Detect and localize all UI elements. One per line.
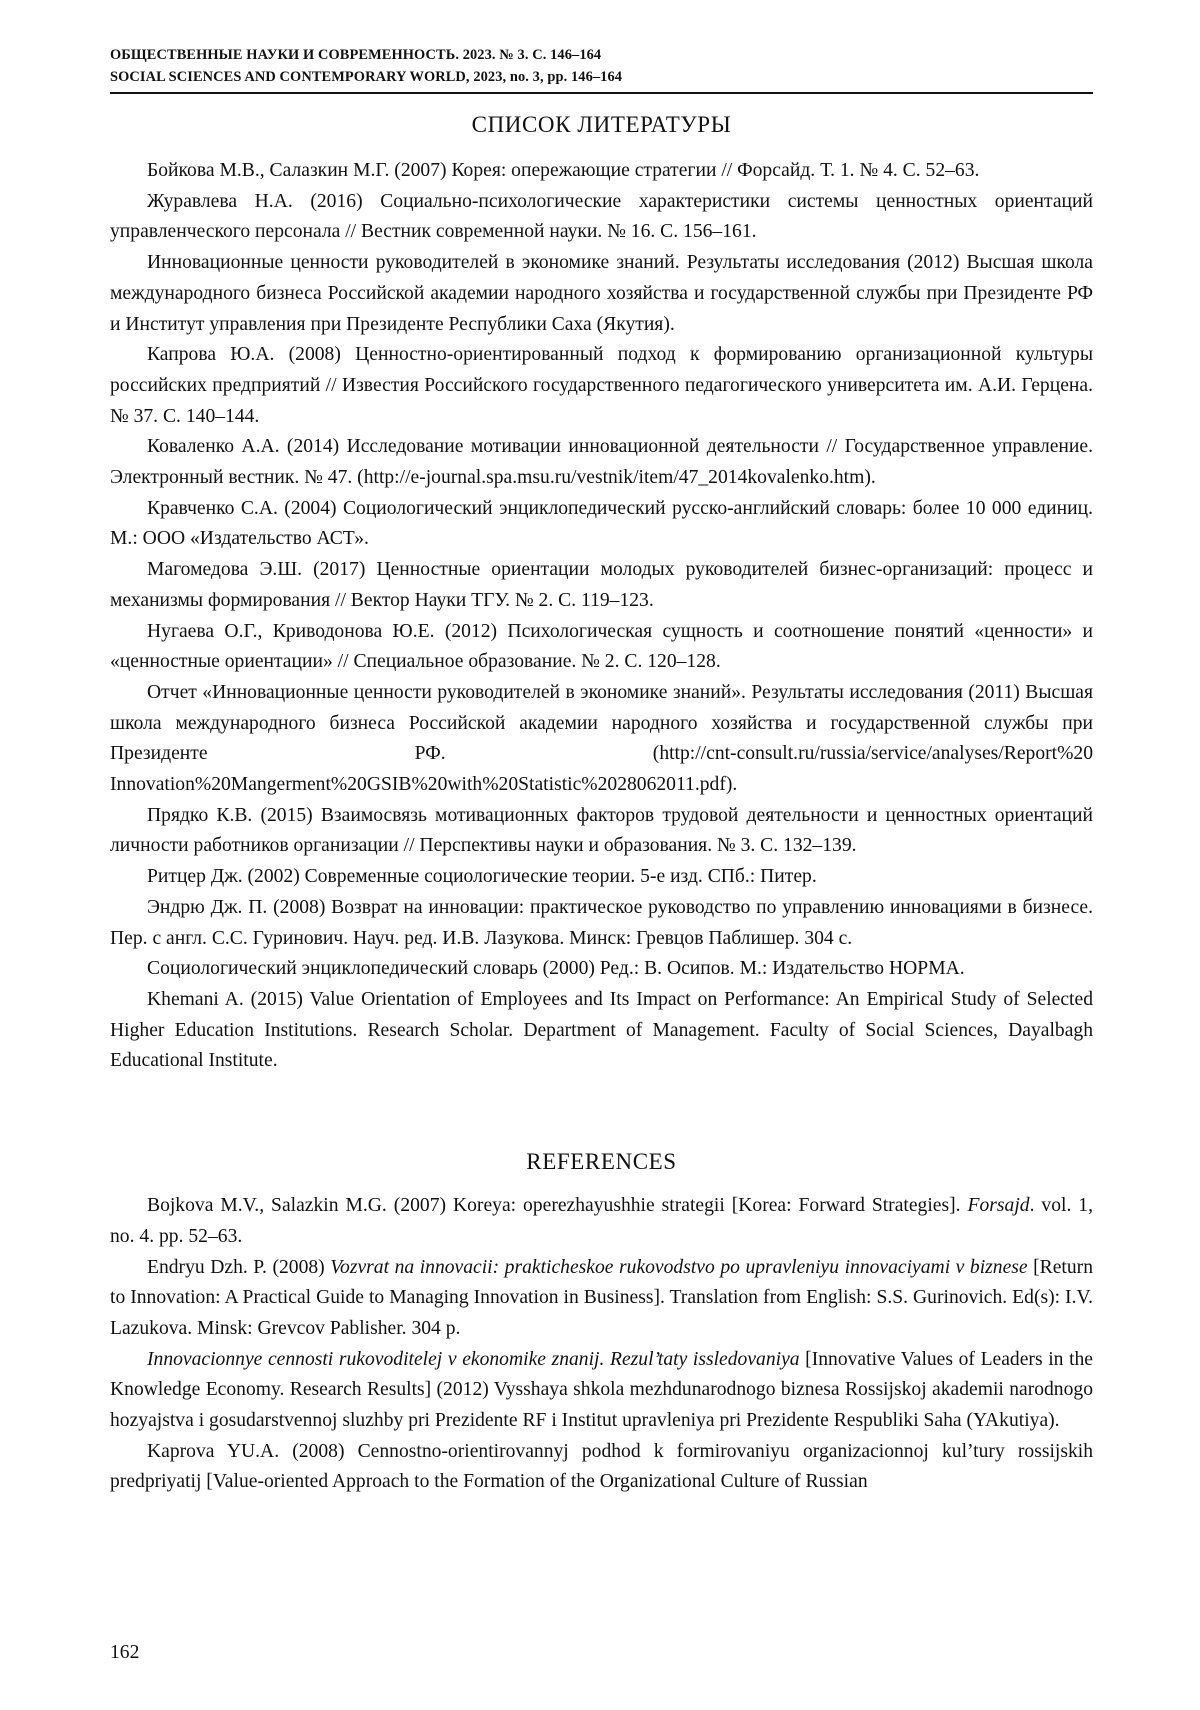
header-divider bbox=[110, 92, 1093, 94]
running-header-en: SOCIAL SCIENCES AND CONTEMPORARY WORLD, 2023, no. 3, pp. 146–164 bbox=[110, 69, 623, 85]
running-header-ru: ОБЩЕСТВЕННЫЕ НАУКИ И СОВРЕМЕННОСТЬ. 2023. № 3. С. 146–164 bbox=[110, 47, 602, 63]
bibliography-entry: Кравченко С.А. (2004) Социологический энциклопедический русско-английский словарь: более 10 000 единиц. М.: ООО «Издательство АСТ». bbox=[110, 497, 1093, 550]
bibliography-entry: Khemani A. (2015) Value Orientation of Employees and Its Impact on Performance: An Empirical Study of Selected Higher Education Institutions. Research Scholar. Department of Management. Faculty of Social Sciences, Dayalbagh Educational Institute. bbox=[110, 988, 1093, 1072]
reference-italic-title: Vozvrat na innovacii: prakticheskoe rukovodstvo po upravleniyu innovaciyami v biznese bbox=[330, 1256, 1028, 1278]
bibliography-entry: Журавлева Н.А. (2016) Социально-психологические характеристики системы ценностных ориентаций управленческого персонала // Вестник современной науки. № 16. С. 156–161. bbox=[110, 190, 1093, 243]
bibliography-list bbox=[110, 156, 1093, 1077]
bibliography-entry: Прядко К.В. (2015) Взаимосвязь мотивационных факторов трудовой деятельности и ценностных ориентаций личности работников организации // Перспективы науки и образования. № 3. С. 132–139. bbox=[110, 804, 1093, 857]
reference-text: Bojkova M.V., Salazkin M.G. (2007) Koreya: operezhayushhie strategii [Korea: Forward Strategies]. bbox=[147, 1195, 968, 1217]
reference-italic-title: Innovacionnye cennosti rukovoditelej v ekonomike znanij. Rezul’taty issledovaniya bbox=[147, 1348, 800, 1370]
reference-entry bbox=[110, 1191, 1093, 1252]
reference-entry bbox=[110, 1253, 1093, 1345]
reference-entry bbox=[110, 1437, 1093, 1498]
bibliography-entry: Отчет «Инновационные ценности руководителей в экономике знаний». Результаты исследования (2011) Высшая школа международного бизнеса Российской академии народного хозяйства и государственной службы при Президенте РФ. (http://cnt-consult.ru/russia/service/analyses/Report%20 Innovation%20Mangerment%20GSIB%20with%20Statistic%2028062011.pdf). bbox=[110, 681, 1093, 796]
reference-text: [Return to Innovation: A Practical Guide to Managing Innovation in Business]. Translation from English: S.S. Gurinovich. Ed(s): I.V. Lazukova. Minsk: Grevcov Pablisher. 304 p. bbox=[110, 1256, 1093, 1339]
reference-text: Endryu Dzh. P. (2008) bbox=[147, 1256, 331, 1278]
bibliography-entry: Капрова Ю.А. (2008) Ценностно-ориентированный подход к формированию организационной культуры российских предприятий // Известия Российского государственного педагогического университета им. А.И. Герцена. № 37. С. 140–144. bbox=[110, 344, 1093, 427]
reference-text: [Innovative Values of Leaders in the Knowledge Economy. Research Results] (2012) Vysshaya shkola mezhdunarodnogo biznesa Rossijskoj akademii narodnogo hozyajstva i gosudarstvennoj sluzhby pri Prezidente RF i Institut upravleniya pri Prezidente Respubliki Saha (YAkutiya). bbox=[110, 1348, 1094, 1432]
reference-text: . vol. 1, no. 4. pp. 52–63. bbox=[110, 1195, 1093, 1247]
bibliography-entry: Социологический энциклопедический словарь (2000) Ред.: В. Осипов. М.: Издательство НОРМА. bbox=[147, 958, 965, 980]
bibliography-entry: Ритцер Дж. (2002) Современные социологические теории. 5-е изд. СПб.: Питер. bbox=[147, 866, 817, 888]
bibliography-entry: Эндрю Дж. П. (2008) Возврат на инновации: практическое руководство по управлению инновациями в бизнесе. Пер. с англ. С.С. Гуринович. Науч. ред. И.В. Лазукова. Минск: Гревцов Паблишер. 304 с. bbox=[110, 896, 1093, 949]
bibliography-entry: Коваленко А.А. (2014) Исследование мотивации инновационной деятельности // Государственное управление. Электронный вестник. № 47. (http://e-journal.spa.msu.ru/vestnik/item/47_2014kovalenko.htm). bbox=[110, 436, 1093, 489]
reference-entry bbox=[110, 1345, 1093, 1437]
reference-italic-title: Forsajd bbox=[967, 1195, 1030, 1217]
bibliography-entry: Магомедова Э.Ш. (2017) Ценностные ориентации молодых руководителей бизнес-организаций: процесс и механизмы формирования // Вектор Науки ТГУ. № 2. С. 119–123. bbox=[110, 559, 1093, 611]
references-list bbox=[110, 1191, 1093, 1498]
page-content bbox=[110, 44, 1093, 1498]
reference-text: Kaprova YU.A. (2008) Cennostno-orientirovannyj podhod k formirovaniyu organizacionnoj kul’tury rossijskih predpriyatij [Value-oriented Approach to the Formation of the Organizational Culture of Russian bbox=[110, 1440, 1093, 1493]
page-number: 162 bbox=[110, 1642, 140, 1663]
bibliography-entry: Инновационные ценности руководителей в экономике знаний. Результаты исследования (2012) Высшая школа международного бизнеса Российской академии народного хозяйства и государственной службы при Президенте РФ и Институт управления при Президенте Республики Саха (Якутия). bbox=[110, 252, 1093, 335]
bibliography-entry: Бойкова М.В., Салазкин М.Г. (2007) Корея: опережающие стратегии // Форсайд. Т. 1. № 4. С. 52–63. bbox=[147, 160, 980, 181]
references-title: REFERENCES bbox=[526, 1149, 677, 1175]
bibliography-title: СПИСОК ЛИТЕРАТУРЫ bbox=[471, 112, 732, 137]
bibliography-entry: Нугаева О.Г., Криводонова Ю.Е. (2012) Психологическая сущность и соотношение понятий «ценности» и «ценностные ориентации» // Специальное образование. № 2. С. 120–128. bbox=[110, 620, 1093, 673]
